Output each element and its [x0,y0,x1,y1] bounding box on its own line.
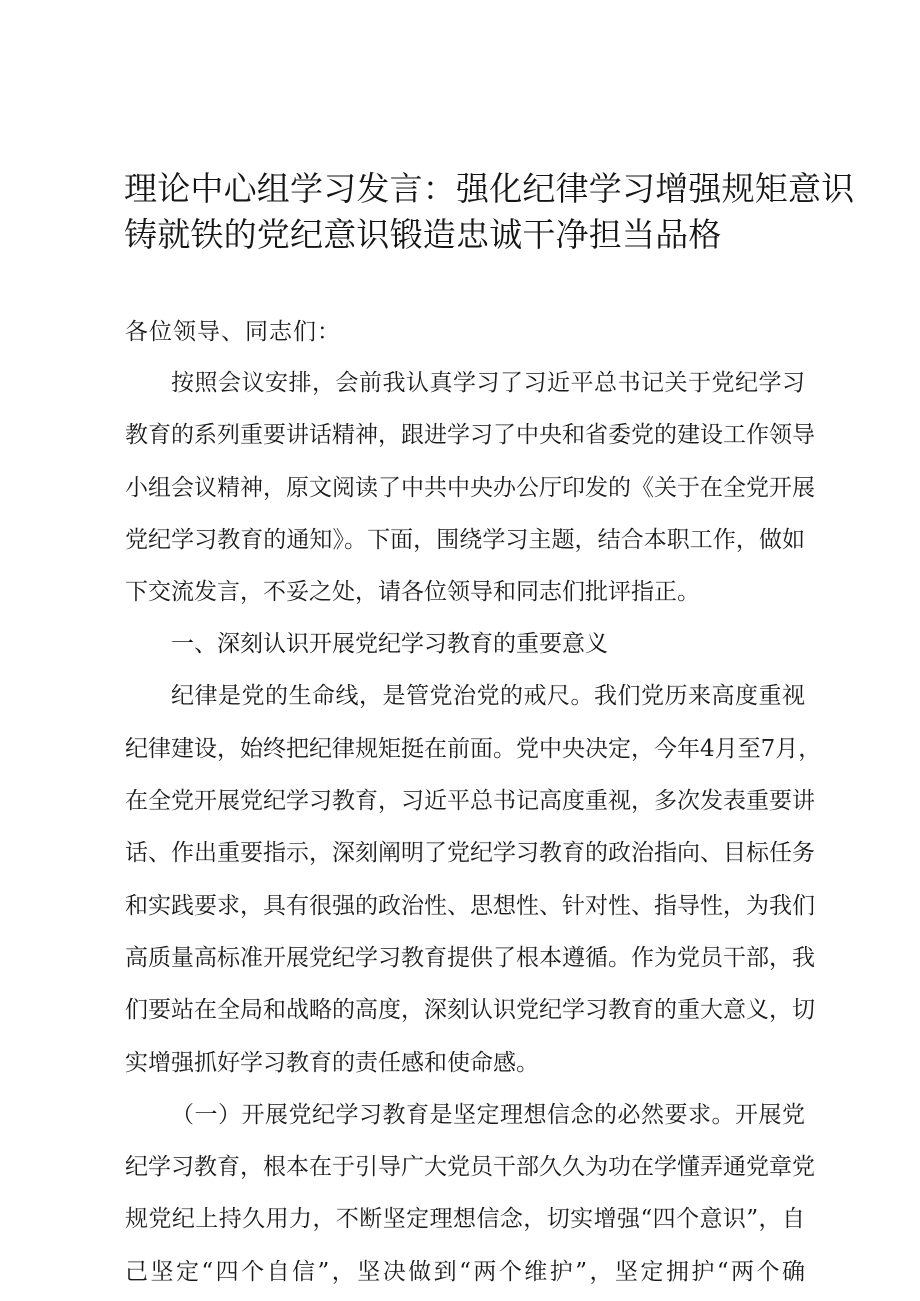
paragraph-line: 按照会议安排，会前我认真学习了习近平总书记关于党纪学习 [171,370,805,396]
paragraph-line: 规党纪上持久用力，不断坚定理想信念，切实增强“四个意识”，自 [125,1206,805,1233]
intro-paragraph [125,357,815,618]
paragraph-line: 小组会议精神，原文阅读了中共中央办公厅印发的《关于在全党开展 [125,474,815,501]
section-heading: 一、深刻认识开展党纪学习教育的重要意义 [171,631,608,658]
document-title [124,166,855,258]
paragraph-line: 己坚定“四个自信”，坚决做到“两个维护”，坚定拥护“两个确 [125,1258,805,1285]
paragraph-line: （一）开展党纪学习教育是坚定理想信念的必然要求。开展党 [171,1101,805,1128]
document-body [125,307,822,1298]
paragraph-line: 纪律建设，始终把纪律规矩挺在前面。党中央决定，今年4月至7月， [125,735,822,762]
paragraph-line: 在全党开展党纪学习教育，习近平总书记高度重视，多次发表重要讲 [125,788,815,815]
paragraph-line: 教育的系列重要讲话精神，跟进学习了中央和省委党的建设工作领导 [125,422,815,449]
section-paragraph [125,670,822,1088]
paragraph-line: 高质量高标准开展党纪学习教育提供了根本遵循。作为党员干部，我 [125,944,815,971]
paragraph-line: 实增强抓好学习教育的责任感和使命感。 [125,1049,539,1076]
paragraph-line: 纪律是党的生命线，是管党治党的戒尺。我们党历来高度重视 [171,683,805,710]
title-line-2: 铸就铁的党纪意识锻造忠诚干净担当品格 [124,215,722,254]
paragraph-line: 党纪学习教育的通知》。下面，围绕学习主题，结合本职工作，做如 [125,526,805,553]
greeting: 各位领导、同志们： [125,319,341,345]
paragraph-line: 下交流发言，不妥之处，请各位领导和同志们批评指正。 [125,579,700,606]
paragraph-line: 纪学习教育，根本在于引导广大党员干部久久为功在学懂弄通党章党 [125,1154,815,1181]
paragraph-line: 和实践要求，具有很强的政治性、思想性、针对性、指导性，为我们 [125,892,815,919]
title-line-1: 理论中心组学习发言：强化纪律学习增强规矩意识 [124,169,855,208]
paragraph-line: 话、作出重要指示，深刻阐明了党纪学习教育的政治指向、目标任务 [125,840,815,867]
subsection-paragraph [125,1089,815,1298]
paragraph-line: 们要站在全局和战略的高度，深刻认识党纪学习教育的重大意义，切 [125,997,815,1024]
